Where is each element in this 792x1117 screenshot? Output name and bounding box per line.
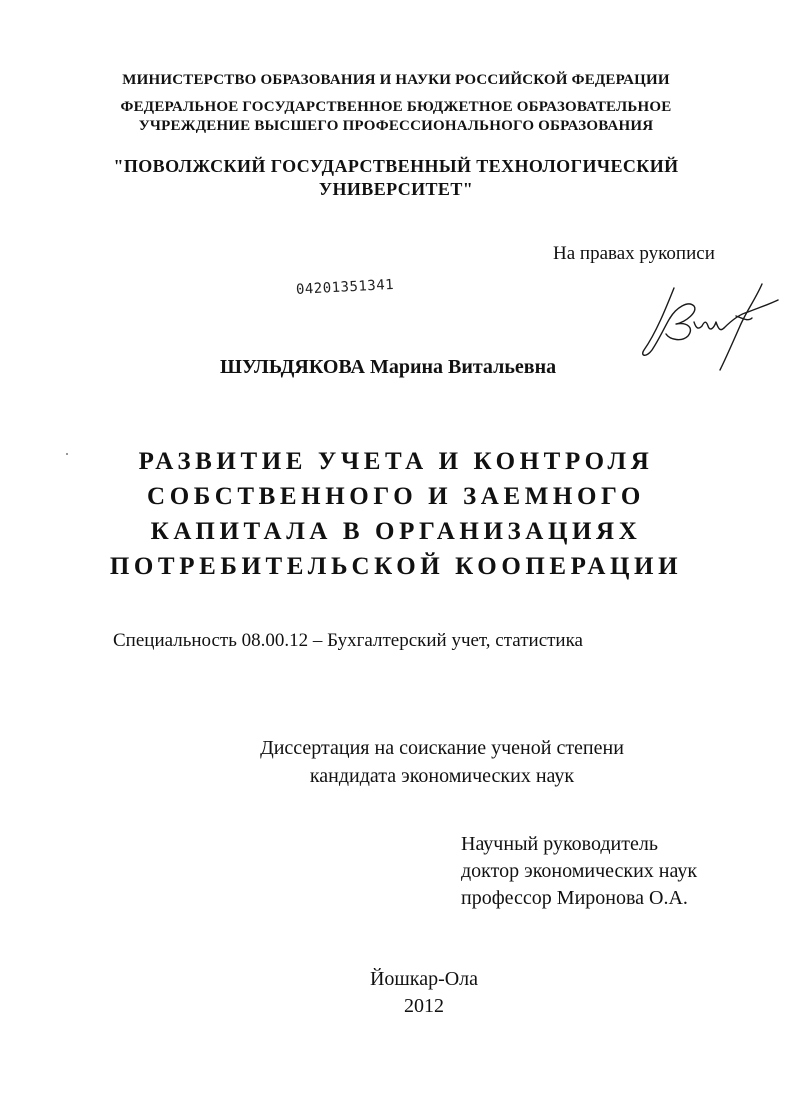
signature-stroke-2 xyxy=(666,304,695,340)
author-name: ШУЛЬДЯКОВА Марина Витальевна xyxy=(220,356,557,378)
specialty: Специальность 08.00.12 – Бухгалтерский учет, статистика xyxy=(113,630,583,651)
city: Йошкар-Ола xyxy=(369,968,479,990)
title-line-4: ПОТРЕБИТЕЛЬСКОЙ КООПЕРАЦИИ xyxy=(109,553,683,580)
signature-stroke-5 xyxy=(720,284,762,370)
registry-code: 04201351341 xyxy=(295,276,395,298)
title-line-2: СОБСТВЕННОГО И ЗАЕМНОГО xyxy=(147,483,645,510)
signature-icon xyxy=(636,278,786,378)
supervisor-role: Научный руководитель xyxy=(461,833,658,855)
university-line-1: "ПОВОЛЖСКИЙ ГОСУДАРСТВЕННЫЙ ТЕХНОЛОГИЧЕСКИЙ xyxy=(113,156,679,176)
dissertation-title xyxy=(0,444,792,584)
dissertation-line-2: кандидата экономических наук xyxy=(309,765,575,787)
signature-stroke-3 xyxy=(694,322,724,330)
ministry-heading: МИНИСТЕРСТВО ОБРАЗОВАНИЯ И НАУКИ РОССИЙСКОЙ ФЕДЕРАЦИИ xyxy=(122,72,670,88)
signature-stroke-1 xyxy=(643,288,674,355)
university-line-2: УНИВЕРСИТЕТ" xyxy=(318,179,474,199)
institution-line-2: УЧРЕЖДЕНИЕ ВЫСШЕГО ПРОФЕССИОНАЛЬНОГО ОБРАЗОВАНИЯ xyxy=(138,118,654,134)
year: 2012 xyxy=(404,995,444,1017)
supervisor-degree: доктор экономических наук xyxy=(461,860,698,882)
institution-line-1: ФЕДЕРАЛЬНОЕ ГОСУДАРСТВЕННОЕ БЮДЖЕТНОЕ ОБРАЗОВАТЕЛЬНОЕ xyxy=(120,99,672,115)
supervisor-name: профессор Миронова О.А. xyxy=(461,887,688,909)
title-line-1: РАЗВИТИЕ УЧЕТА И КОНТРОЛЯ xyxy=(138,448,654,475)
rights-note: На правах рукописи xyxy=(553,243,715,264)
dissertation-line-1: Диссертация на соискание ученой степени xyxy=(260,737,624,759)
title-line-3: КАПИТАЛА В ОРГАНИЗАЦИЯХ xyxy=(150,518,642,545)
